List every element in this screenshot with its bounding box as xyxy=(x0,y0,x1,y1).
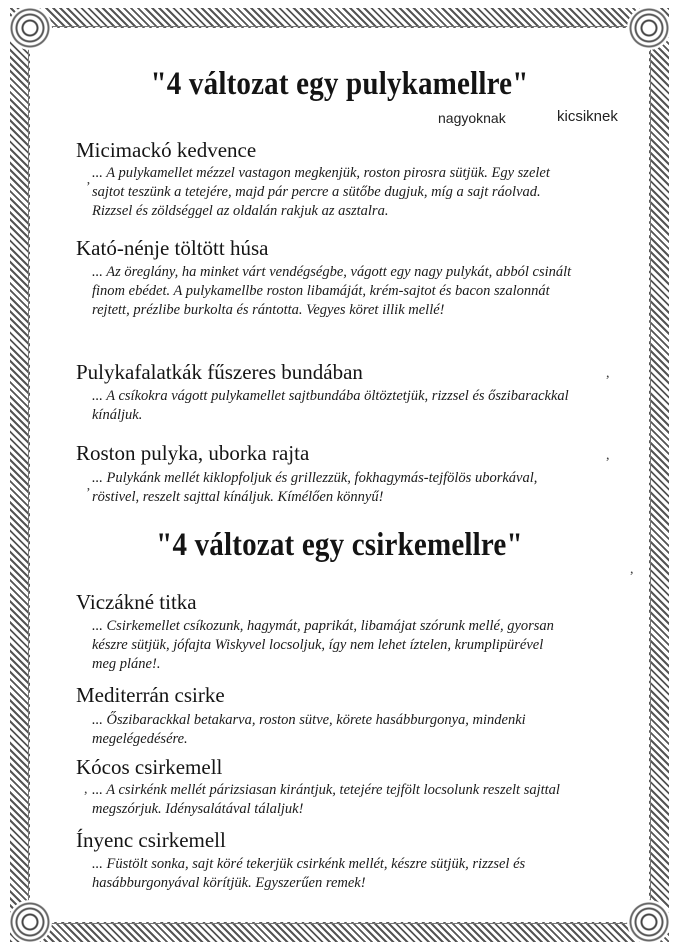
label-large-portion: nagyoknak xyxy=(438,110,506,126)
dish-title: Viczákné titka xyxy=(76,590,197,614)
dish-description: ... Őszibarackkal betakarva, roston sütve, körete hasábburgonya, mindenki megelégedésére. xyxy=(92,712,526,747)
dish-description: ... Füstölt sonka, sajt köré tekerjük csirkénk mellét, készre sütjük, rizzsel és hasábburgonyával körítjük. Egyszerűen remek! xyxy=(92,856,526,891)
scan-mark: ’ xyxy=(86,486,91,501)
scan-mark: , xyxy=(606,448,610,463)
dish-title: Kató-nénje töltött húsa xyxy=(76,236,269,260)
scan-mark: ’ xyxy=(86,180,91,195)
scan-mark: , xyxy=(84,782,88,797)
dish-title: Ínyenc csirkemell xyxy=(76,828,226,852)
dish-title: Pulykafalatkák fűszeres bundában xyxy=(76,360,363,384)
label-small-portion: kicsiknek xyxy=(557,108,618,125)
corner-ornament-icon xyxy=(8,900,52,944)
turkey-section-title: "4 változat egy pulykamellre" xyxy=(150,66,529,102)
corner-ornament-icon xyxy=(8,6,52,50)
corner-ornament-icon xyxy=(627,900,671,944)
dish-title: Roston pulyka, uborka rajta xyxy=(76,441,310,465)
corner-ornament-icon xyxy=(627,6,671,50)
dish-description: ... A csíkokra vágott pulykamellet sajtbundába öltöztetjük, rizzsel és őszibarackkal kínáljuk. xyxy=(92,388,569,423)
dish-title: Micimackó kedvence xyxy=(76,138,257,162)
scan-mark: , xyxy=(606,366,610,381)
dish-title: Mediterrán csirke xyxy=(76,683,225,707)
dish-description: ... Az öreglány, ha minket várt vendégségbe, vágott egy nagy pulykát, abból csinált finom ebédet. A pulykamellbe roston libamáját, krém-sajtot és bacon szalonnát rejtett, prézlibe burkolta és rántotta. Vegyes köret illik mellé! xyxy=(92,264,572,318)
dish-description: ... A pulykamellet mézzel vastagon megkenjük, roston pirosra sütjük. Egy szelet sajtot teszünk a tetejére, majd pár percre a sütőbe dugjuk, míg a sajt ráolvad. Rizzsel és zöldséggel az oldalán rakjuk az asztalra. xyxy=(92,165,550,219)
scan-mark: , xyxy=(630,562,634,577)
dish-description: ... Pulykánk mellét kiklopfoljuk és grillezzük, fokhagymás-tejfölös uborkával, röstivel, reszelt sajttal kínáljuk. Kímélően könnyű! xyxy=(92,470,538,505)
chicken-section-title: "4 változat egy csirkemellre" xyxy=(156,527,523,563)
dish-title: Kócos csirkemell xyxy=(76,755,223,779)
dish-description: ... A csirkénk mellét párizsiasan kirántjuk, tetejére tejfölt locsolunk reszelt sajttal megszórjuk. Idénysalátával tálaljuk! xyxy=(92,782,560,817)
dish-description: ... Csirkemellet csíkozunk, hagymát, paprikát, libamájat szórunk mellé, gyorsan készre sütjük, jófajta Wiskyvel locsoljuk, így nem lehet íztelen, krumplipürével meg pláne!. xyxy=(92,618,554,672)
